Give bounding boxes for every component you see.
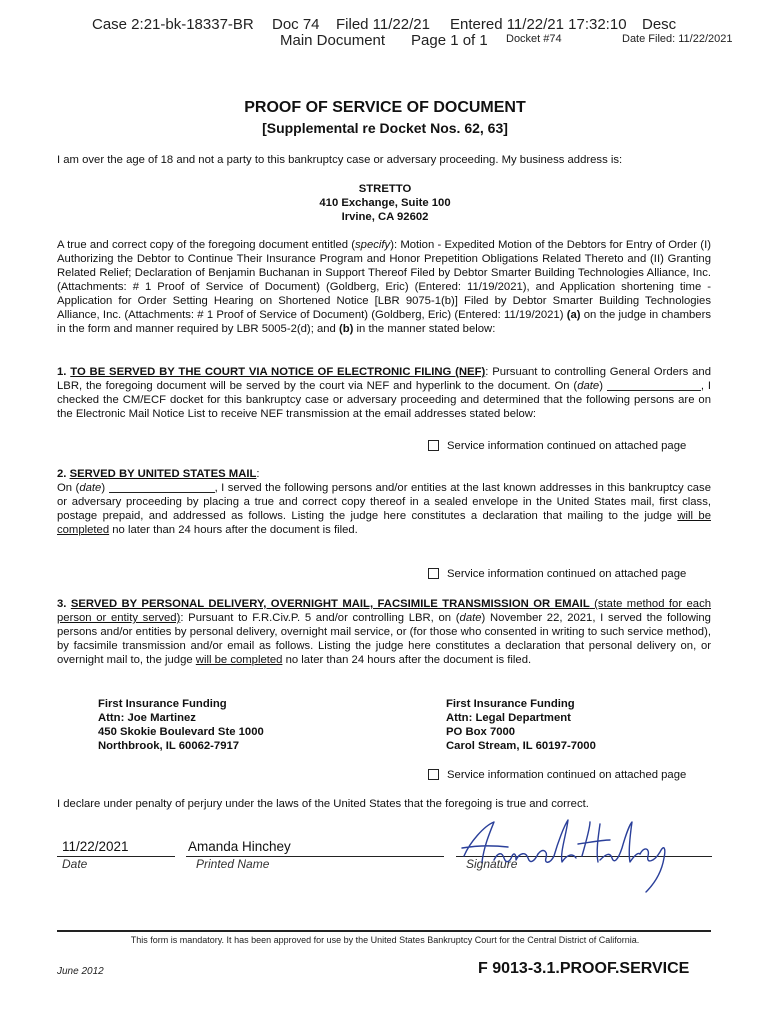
recipient-1 (98, 697, 264, 753)
section-3-text: no later than 24 hours after the document is filed. (282, 654, 532, 666)
section-3-text: ) November 22, 2021, I served the following persons and/or entities by personal delivery, overnight mail service, or (for those who consented in writing to such service method), by facsimile transmission and/or email as follows. Listing the judge here constitutes a declaration that personal delivery on, or overnight mail to, the judge (57, 612, 711, 666)
section-2-text: ) (101, 482, 109, 494)
clause-b: (b) (338, 323, 354, 335)
desc-label: Desc (642, 16, 677, 33)
section-2-mail (57, 467, 711, 537)
recipient-attn: Attn: Legal Department (446, 712, 571, 724)
form-edition-date: June 2012 (57, 966, 104, 977)
handwritten-signature (450, 812, 700, 897)
continued-label: Service information continued on attached page (447, 769, 687, 781)
document-paragraph-text: on the judge in chambers in the form and manner required by LBR 5005-2(d); and (57, 309, 712, 335)
state-method: (state method for each person or entity served) (57, 598, 711, 624)
signature-label: Signature (466, 857, 518, 871)
section-3-number: 3. (57, 598, 71, 610)
checkbox[interactable] (428, 769, 439, 780)
date-label: date (459, 612, 482, 624)
section-1-text: ) (599, 380, 607, 392)
intro-text: I am over the age of 18 and not a party to this bankruptcy case or adversary proceeding. My business address is: (57, 154, 623, 166)
continued-label: Service information continued on attached page (447, 440, 687, 452)
document-paragraph (57, 238, 711, 336)
declaration-text: I declare under penalty of perjury under the laws of the United States that the foregoing is true and correct. (57, 798, 589, 810)
footer-notice: This form is mandatory. It has been approved for use by the United States Bankruptcy Court for the Central District of California. (130, 935, 640, 945)
document-paragraph-text: A true and correct copy of the foregoing document entitled ( (57, 239, 356, 251)
printed-name-value: Amanda Hinchey (188, 839, 291, 854)
printed-name-label: Printed Name (196, 857, 270, 871)
recipient-name: First Insurance Funding (98, 698, 227, 710)
continued-row-1 (428, 439, 686, 453)
recipient-street: 450 Skokie Boulevard Ste 1000 (98, 726, 264, 738)
recipient-street: PO Box 7000 (446, 726, 516, 738)
recipient-2 (446, 697, 596, 753)
filed-date: Filed 11/22/21 (336, 16, 430, 33)
section-2-text: On ( (57, 482, 80, 494)
continued-row-2 (428, 567, 686, 581)
checkbox[interactable] (428, 568, 439, 579)
specify-label: specify (355, 239, 391, 251)
document-subtitle: [Supplemental re Docket Nos. 62, 63] (262, 120, 508, 136)
continued-label: Service information continued on attached page (447, 568, 687, 580)
section-2-text: , I served the following persons and/or entities at the last known addresses in this bankruptcy case or adversary proceeding by placing a true and correct copy thereof in a sealed envelope in the United States mail, first class, postage prepaid, and addressed as follows. Listing the judge here constitutes a declaration that mailing to the judge (57, 482, 711, 522)
date-blank-line (109, 481, 215, 493)
docket-number: Docket #74 (506, 33, 562, 45)
clause-a: (a) (566, 309, 581, 321)
date-filed: Date Filed: 11/22/2021 (622, 33, 733, 45)
recipient-city: Carol Stream, IL 60197-7000 (446, 740, 596, 752)
section-2-text: : (256, 468, 260, 480)
section-1-nef (57, 365, 711, 421)
section-1-text: , I checked the CM/ECF docket for this bankruptcy case or adversary proceeding and determined that the following persons are on the Electronic Mail Notice List to receive NEF transmission at the email addresses stated below: (57, 380, 712, 420)
page-indicator: Page 1 of 1 (411, 32, 488, 49)
section-2-text: no later than 24 hours after the document is filed. (109, 524, 358, 536)
business-address-line2: Irvine, CA 92602 (341, 211, 429, 223)
document-paragraph-text: in the manner stated below: (353, 323, 496, 335)
form-number: F 9013-3.1.PROOF.SERVICE (478, 960, 690, 977)
section-1-heading: TO BE SERVED BY THE COURT VIA NOTICE OF ELECTRONIC FILING (NEF) (70, 366, 486, 378)
recipient-city: Northbrook, IL 60062-7917 (98, 740, 240, 752)
footer-rule (57, 930, 711, 932)
signature-date-value: 11/22/2021 (62, 839, 129, 854)
section-1-text: : Pursuant to controlling General Orders and LBR, the foregoing document will be served by the court via NEF and hyperlink to the document. On ( (57, 366, 711, 392)
section-1-number: 1. (57, 366, 71, 378)
recipient-name: First Insurance Funding (446, 698, 575, 710)
will-be-completed: will be completed (57, 510, 711, 536)
document-description: ): Motion - Expedited Motion of the Debtors for Entry of Order (I) Authorizing the Debtor to Continue Their Insurance Program and Honor Prepetition Obligations Related Thereto and (II) Granting Related Relief; Declaration of Benjamin Buchanan in Support Thereof Filed by Debtor Smarter Building Technologies Alliance, Inc. (Attachments: # 1 Proof of Service of Document) (Goldberg, Eric) (Entered: 11/19/2021), and Application shortening time - Application for Order Setting Hearing on Shortened Notice [LBR 9075-1(b)] Filed by Debtor Smarter Building Technologies Alliance, Inc. (Attachments: # 1 Proof of Service of Document) (Goldberg, Eric) (Entered: 11/19/2021) (57, 239, 711, 321)
section-3-heading: SERVED BY PERSONAL DELIVERY, OVERNIGHT MAIL, FACSIMILE TRANSMISSION OR EMAIL (70, 598, 590, 610)
business-address-line1: 410 Exchange, Suite 100 (319, 197, 451, 209)
continued-row-3 (428, 768, 686, 782)
date-blank-line (607, 379, 701, 391)
checkbox[interactable] (428, 440, 439, 451)
section-2-heading: SERVED BY UNITED STATES MAIL (69, 468, 257, 480)
date-label: Date (62, 857, 88, 871)
section-3-text: : Pursuant to F.R.Civ.P. 5 and/or controlling LBR, on ( (180, 612, 460, 624)
section-3-personal-delivery (57, 597, 711, 667)
date-label: date (577, 380, 600, 392)
will-be-completed: will be completed (195, 654, 283, 666)
recipient-attn: Attn: Joe Martinez (98, 712, 196, 724)
document-title: PROOF OF SERVICE OF DOCUMENT (244, 99, 526, 116)
section-2-number: 2. (57, 468, 70, 480)
date-label: date (79, 482, 102, 494)
main-document-label: Main Document (280, 32, 386, 49)
case-number: Case 2:21-bk-18337-BR (92, 16, 254, 33)
doc-number: Doc 74 (272, 16, 320, 33)
business-name: STRETTO (358, 183, 412, 195)
entered-date: Entered 11/22/21 17:32:10 (450, 16, 627, 33)
